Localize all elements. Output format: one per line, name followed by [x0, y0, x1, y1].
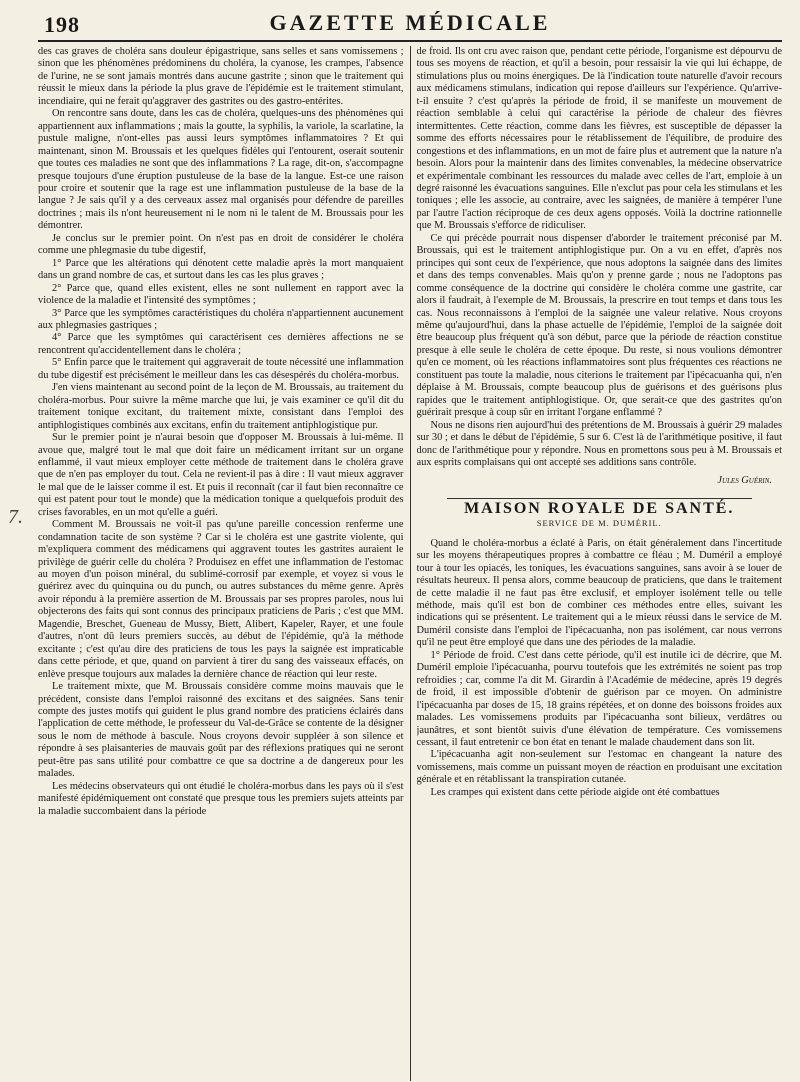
column-divider: [410, 46, 411, 1081]
left-column: [38, 46, 404, 1081]
text-columns: [38, 46, 782, 1081]
left-paragraph: On rencontre sans doute, dans les cas de choléra, quelques-uns des phénomènes qui appartiennent aux inflammations ; mais la goutte, la syphilis, la variole, la scarlatine, la pustule maligne, n'ont-elles pas aussi leurs symptômes inflammatoires ? Et qui maintenant, sinon M. Broussais et les quelques fidèles qui l'entourent, oserait soutenir que toutes ces maladies ne sont que des inflammations ? La rage, dit-on, s'accompagne presque toujours d'une éruption pustuleuse de la base de la langue. Est-ce une raison pour croire et soutenir que la rage est une inflammation pustuleuse de la base de la langue ? Je sais qu'il y a des cerveaux assez mal organisés pour défendre de pareilles doctrines ; mais ils n'ont heureusement ni le nom ni le talent de M. Broussais pour les démontrer.: [38, 108, 404, 232]
page-number: 198: [44, 12, 80, 37]
section-paragraph: Quand le choléra-morbus a éclaté à Paris, on était généralement dans l'incertitude sur les moyens thérapeutiques propres à combattre ce fléau ; M. Duméril a employé tour à tour les opiacés, les toniques, les évacuations sanguines, sans avoir à se louer de résultats heureux. Il pensa alors, comme beaucoup de praticiens, que dans le traitement de cette maladie il ne faut pas être exclusif, et employer isolément telle ou telle méthode, mais qu'il est bon de combiner ces méthodes entre elles, suivant les indications qui se présentent. Le traitement qui a le mieux réussi dans le service de M. Duméril consiste dans l'emploi de l'ipécacuanha, non pas isolément, car nous verrons qu'il ne peut être employé que dans une des périodes de la maladie.: [416, 537, 783, 649]
left-paragraph: 5° Enfin parce que le traitement qui aggraverait de toute nécessité une inflammation du tube digestif est précisément le meilleur dans les cas désespérés du choléra-morbus.: [38, 357, 404, 381]
section-title: MAISON ROYALE DE SANTÉ.: [464, 499, 735, 517]
section-paragraph: Les crampes qui existent dans cette période aigide ont été combattues: [430, 786, 720, 798]
right-column: [417, 46, 783, 1081]
right-paragraph: Nous ne disons rien aujourd'hui des prétentions de M. Broussais à guérir 29 malades sur 30 ; et dans le début de l'épidémie, 5 sur 6. C'est là de l'arithmétique positive, il faut donc de l'arithmétique pour y répondre. Nous en promettons sous peu à M. Broussais et aux esprits complaisans qui ont accepté ses additions sans contrôle.: [416, 419, 783, 468]
section-subtitle: SERVICE DE M. DUMÉRIL.: [536, 518, 662, 529]
right-paragraph: de froid. Ils ont cru avec raison que, pendant cette période, l'organisme est dépourvu de tous ses moyens de réaction, et qu'il a besoin, pour ressaisir la vie qui lui échappe, de stimulations plus ou moins énergiques. De là l'indication toute naturelle d'avoir recours aux médicamens stimulans, indication qui repose d'ailleurs sur l'expérience. Qu'arrive-t-il ensuite ? c'est qu'après la période de froid, il se manifeste un mouvement de réaction semblable à celui qui caractérise la période de chaleur des fièvres intermittentes. Cette réaction, comme dans les fièvres, est susceptible de dépasser la somme des efforts nécessaires pour le rétablissement de l'équilibre, de produire des congestions et des inflammations, en un mot de faire plus et autrement que la nature n'a besoin. Alors pour la maintenir dans des limites convenables, la médecine observatrice et expérimentale combinant les ressources du malade avec celles de l'art, emploie à un degré raisonné les évacuations sanguines. Elle n'exclut pas pour cela les stimulans et les toniques ; elle les associe, au contraire, avec les saignées, de manière à tempérer l'une par l'autre l'action réciproque de ces deux agens opposés. Voilà la doctrine rationnelle que M. Broussais s'efforce de ridiculiser.: [416, 46, 783, 232]
left-paragraph: 2° Parce que, quand elles existent, elles ne sont nullement en rapport avec la violence de la maladie et l'intensité des symptômes ;: [38, 282, 404, 307]
left-paragraph: Sur le premier point je n'aurai besoin que d'opposer M. Broussais à lui-même. Il avoue que, malgré tout le mal que doit faire un médicament irritant sur un organe enflammé, il vaut mieux employer cette méthode de traitement dans le choléra grave que de n'en pas employer du tout. Cela ne revient-il pas à dire : Il vaut mieux aggraver le mal que de le laisser comme il est. Et puis il reconnaît (car il faut bien reconnaître ce qui est patent pour tout le monde) que la médication tonique a quelquefois produit des crises favorables, en un mot qu'elle a guéri.: [38, 432, 404, 518]
left-paragraph: Le traitement mixte, que M. Broussais considère comme moins mauvais que le précédent, consiste dans l'emploi raisonné des excitans et des saignées. Sans tenir compte des justes motifs qui guident le plus grand nombre des praticiens éclairés dans l'application de cette méthode, le professeur du Val-de-Grâce se contente de la désigner sous le nom de méthode à bascule. Nous croyons devoir suppléer à son silence et répondre à ses plaisanteries de mauvais goût par des réflexions pratiques qui ne seront peut-être pas sans utilité pour combattre ce que sa doctrine a de dangereux pour les malades.: [38, 681, 404, 780]
left-paragraph: 3° Parce que les symptômes caractéristiques du choléra n'appartiennent aucunement aux phlegmasies gastriques ;: [38, 307, 404, 331]
left-paragraph: des cas graves de choléra sans douleur épigastrique, sans selles et sans vomissemens ; sinon que les phénomènes prédominens du choléra, la cyanose, les crampes, l'absence de l'urine, ne se sont jamais montrés dans aucune gastrite ; sinon que le traitement qui réussit le mieux dans la période la plus grave de l'épidémie est le traitement stimulant, incendiaire, qui ne ferait qu'aggraver des gastrites ou des gastro-entérites.: [38, 46, 404, 107]
left-paragraph: Je conclus sur le premier point. On n'est pas en droit de considérer le choléra comme une phlegmasie du tube digestif,: [38, 232, 404, 257]
left-paragraph: 1° Parce que les altérations qui dénotent cette maladie après la mort manquaient dans un grand nombre de cas, et surtout dans les cas les plus graves ;: [38, 257, 404, 282]
left-paragraph: 4° Parce que les symptômes qui caractérisent ces dernières affections ne se rencontrent qu'accidentellement dans le choléra ;: [38, 332, 404, 356]
author-signature: Jules Guérin.: [717, 475, 773, 487]
right-paragraph: Ce qui précède pourrait nous dispenser d'aborder le traitement préconisé par M. Broussais, qui est le traitement antiphlogistique pur. On a vu en effet, d'après nos principes qui sont ceux de l'expérience, que nous adoptons la saignée dans des limites et dans des temps convenables. Mais qu'on y prenne garde ; nous ne l'adoptons pas comme conséquence de la doctrine qui considère le choléra comme une gastrite, car alors il faudrait, à l'exemple de M. Broussais, la prescrire en tout temps et dans tous les cas. Nous reconnaissons à l'emploi de la saignée une valeur relative. Nous croyons même qu'aujourd'hui, dans la phase actuelle de l'épidémie, l'emploi de la saignée doit être beaucoup plus fréquent qu'à son début, parce que la période de réaction constitue presque à elle seule le choléra de cette époque. Du reste, si nous voulions démontrer qu'en ce moment, où les réactions inflammatoires sont plus fréquentes ces réactions ne constituent pas toute la maladie, nous citerions le traitement par l'ipécacuanha qui, n'en déplaise à M. Broussais, compte beaucoup plus de guérisons et des guérisons plus rapides que le traitement antiphlogistique. Or, que serait-ce que des gastrites qu'on guérirait presque à coup sûr en irritant l'organe enflammé ?: [416, 232, 783, 419]
left-paragraph: Les médecins observateurs qui ont étudié le choléra-morbus dans les pays où il s'est manifesté épidémiquement ont constaté que presque tous les premiers sujets atteints par la maladie succombaient dans la période: [38, 780, 404, 817]
section-rule: [447, 498, 753, 499]
page-header: [38, 10, 782, 42]
gazette-title: GAZETTE MÉDICALE: [269, 10, 551, 35]
handwritten-margin-note: 7.: [8, 506, 23, 528]
left-paragraph: Comment M. Broussais ne voit-il pas qu'une pareille concession renferme une condamnation tacite de son système ? Car si le choléra est une gastrite violente, qui m'expliquera comment des médicamens qui aggravent toutes les gastrites auraient le privilège de guérir celle du choléra ? Produisez en effet une inflammation de l'estomac au moyen d'un poison minéral, du sublimé-corrosif par exemple, et voyez si vous le guérirez avec du quinquina ou du punch, ou autres substances du même genre. Après avoir répondu à la première assertion de M. Broussais par ses propres paroles, nous lui objecterons des faits qui sont connus des principaux praticiens de Paris ; c'est que MM. Magendie, Breschet, Gueneau de Mussy, Biett, Alibert, Kapeler, Rayer, et une foule d'autres, n'ont dû leurs premiers succès, au début de l'épidémie, qu'à la méthode excitante ; c'est qu'au dire des praticiens de tous les pays la saignée est impraticable dans cette période, et que, quand on parvient à tirer du sang des vaisseaux effacés, on enlève presque toujours aux malades la dernière chance de réaction qui leur reste.: [38, 519, 404, 680]
left-paragraph: J'en viens maintenant au second point de la leçon de M. Broussais, au traitement du choléra-morbus. Pour suivre la même marche que lui, je vais examiner ce qu'il dit du traitement tonique excitant, du traitement mixte, consistant dans l'emploi des antiphlogistiques combinés aux excitans, enfin du traitement antiphlogistique pur.: [38, 382, 404, 431]
section-paragraph: L'ipécacuanha agit non-seulement sur l'estomac en changeant la nature des vomissemens, mais comme un puissant moyen de réaction en produisant une excitation générale et en rétablissant la transpiration cutanée.: [416, 749, 783, 786]
section-paragraph: 1° Période de froid. C'est dans cette période, qu'il est inutile ici de décrire, que M. Duméril emploie l'ipécacuanha, pourvu toutefois que les extrémités ne soient pas trop refroidies ; car, comme l'a dit M. Girardin à l'Académie de médecine, après 19 degrés de froid, il est impossible d'obtenir de guérison par ce moyen. On administre l'ipécacuanha par doses de 15, 18 grains répétées, et on donne des boissons froides aux malades. Les vomissemens produits par l'ipécacuanha sont bilieux, verdâtres ou jaunâtres, et sont bientôt suivis d'une élévation de température. Ces vomissemens cessant, il faut entretenir ce bon état en tenant le malade chaudement dans son lit.: [416, 649, 783, 749]
